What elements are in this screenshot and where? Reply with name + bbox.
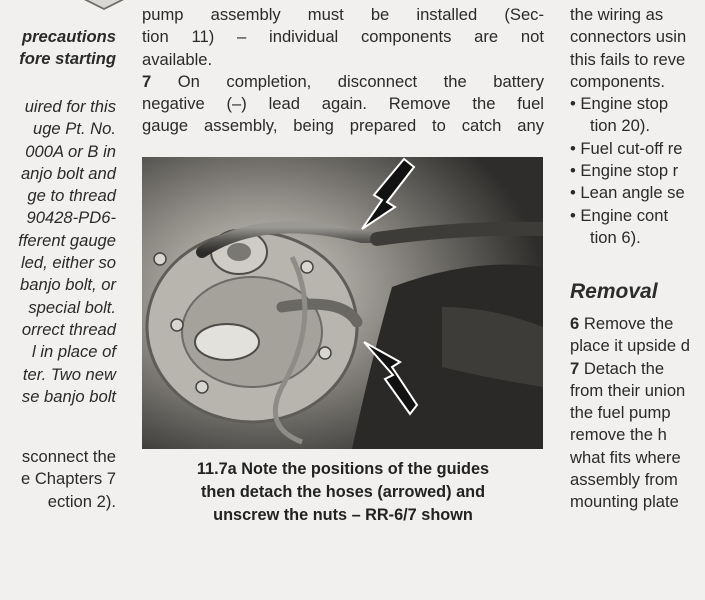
step-7-first-line xyxy=(142,71,544,93)
bullet-item: • Lean angle se xyxy=(570,182,705,204)
body-text-line: mounting plate xyxy=(570,492,679,512)
step-number: 7 xyxy=(570,358,580,378)
body-text-line: connectors usin xyxy=(570,27,687,47)
step-number: 6 xyxy=(570,314,580,333)
left-heading-line: precautions xyxy=(21,27,116,46)
step-text: Remove the xyxy=(583,314,674,333)
left-text-line: banjo bolt, or xyxy=(20,275,116,295)
left-text-line: anjo bolt and xyxy=(20,163,116,183)
body-text-line: this fails to reve xyxy=(570,49,686,69)
step-7-first-line xyxy=(570,358,705,380)
removal-steps xyxy=(570,313,705,514)
right-column xyxy=(570,4,705,249)
left-tail-text xyxy=(0,446,116,513)
removal-section xyxy=(570,280,705,304)
left-text-line: uge Pt. No. xyxy=(32,119,116,139)
body-text-line: the fuel pump xyxy=(570,403,671,423)
photo-caption xyxy=(142,458,544,527)
bullet-item: • Engine stop r xyxy=(570,160,705,182)
left-text-line: 000A or B in xyxy=(25,141,116,161)
bullet-item: • Fuel cut-off re xyxy=(570,138,705,160)
body-text-line: from their union xyxy=(570,380,686,400)
body-text-line: components. xyxy=(570,71,666,91)
left-text-line: ection 2). xyxy=(47,491,116,511)
left-column xyxy=(0,26,116,71)
left-text-line: special bolt. xyxy=(28,297,116,317)
left-body-text xyxy=(0,96,116,408)
step-text: Detach the xyxy=(583,358,665,378)
section-heading: Removal xyxy=(570,280,658,303)
step-number: 7 xyxy=(142,71,152,91)
body-text-line: tion 11) – individual components are not xyxy=(142,27,544,47)
caption-line: unscrew the nuts – RR-6/7 shown xyxy=(213,506,473,524)
bullet-item: • Engine cont xyxy=(570,205,705,227)
caption-line: 11.7a Note the positions of the guides xyxy=(196,460,490,478)
left-text-line: l in place of xyxy=(32,342,116,362)
middle-column xyxy=(142,4,544,138)
left-text-line: ter. Two new xyxy=(22,364,116,384)
left-text-line: led, either so xyxy=(20,253,116,273)
body-text-line: the wiring as xyxy=(570,5,664,24)
left-heading-line: fore starting xyxy=(19,49,116,69)
left-text-line: ge to thread xyxy=(27,186,116,206)
body-text-line: remove the h xyxy=(570,425,667,445)
body-text-line: what fits where xyxy=(570,447,681,467)
body-text-line: gauge assembly, being prepared to catch any xyxy=(142,116,544,136)
page-curl-decoration xyxy=(64,0,124,14)
body-text-line: assembly from xyxy=(570,470,678,490)
left-text-line: 90428-PD6- xyxy=(26,208,116,228)
left-text-line: e Chapters 7 xyxy=(20,469,116,489)
body-text-line: negative (–) lead again. Remove the fuel xyxy=(142,94,544,114)
body-text-line: available. xyxy=(142,49,213,69)
fuel-pump-photo xyxy=(142,157,543,449)
left-text-line: orrect thread xyxy=(21,319,116,339)
body-text-line: pump assembly must be installed (Sec- xyxy=(142,5,544,24)
bullet-item: • Engine stop xyxy=(570,93,705,115)
step-text: On completion, disconnect the battery xyxy=(177,71,544,91)
left-text-line: se banjo bolt xyxy=(21,386,116,406)
body-text-line: place it upside d xyxy=(570,336,690,356)
bullet-continuation: tion 20). xyxy=(590,116,650,136)
left-text-line: sconnect the xyxy=(21,447,116,466)
left-text-line: uired for this xyxy=(24,97,116,116)
bullet-continuation: tion 6). xyxy=(590,227,641,247)
caption-line: then detach the hoses (arrowed) and xyxy=(200,483,486,501)
step-6-first-line xyxy=(570,313,705,335)
left-text-line: fferent gauge xyxy=(18,230,116,250)
